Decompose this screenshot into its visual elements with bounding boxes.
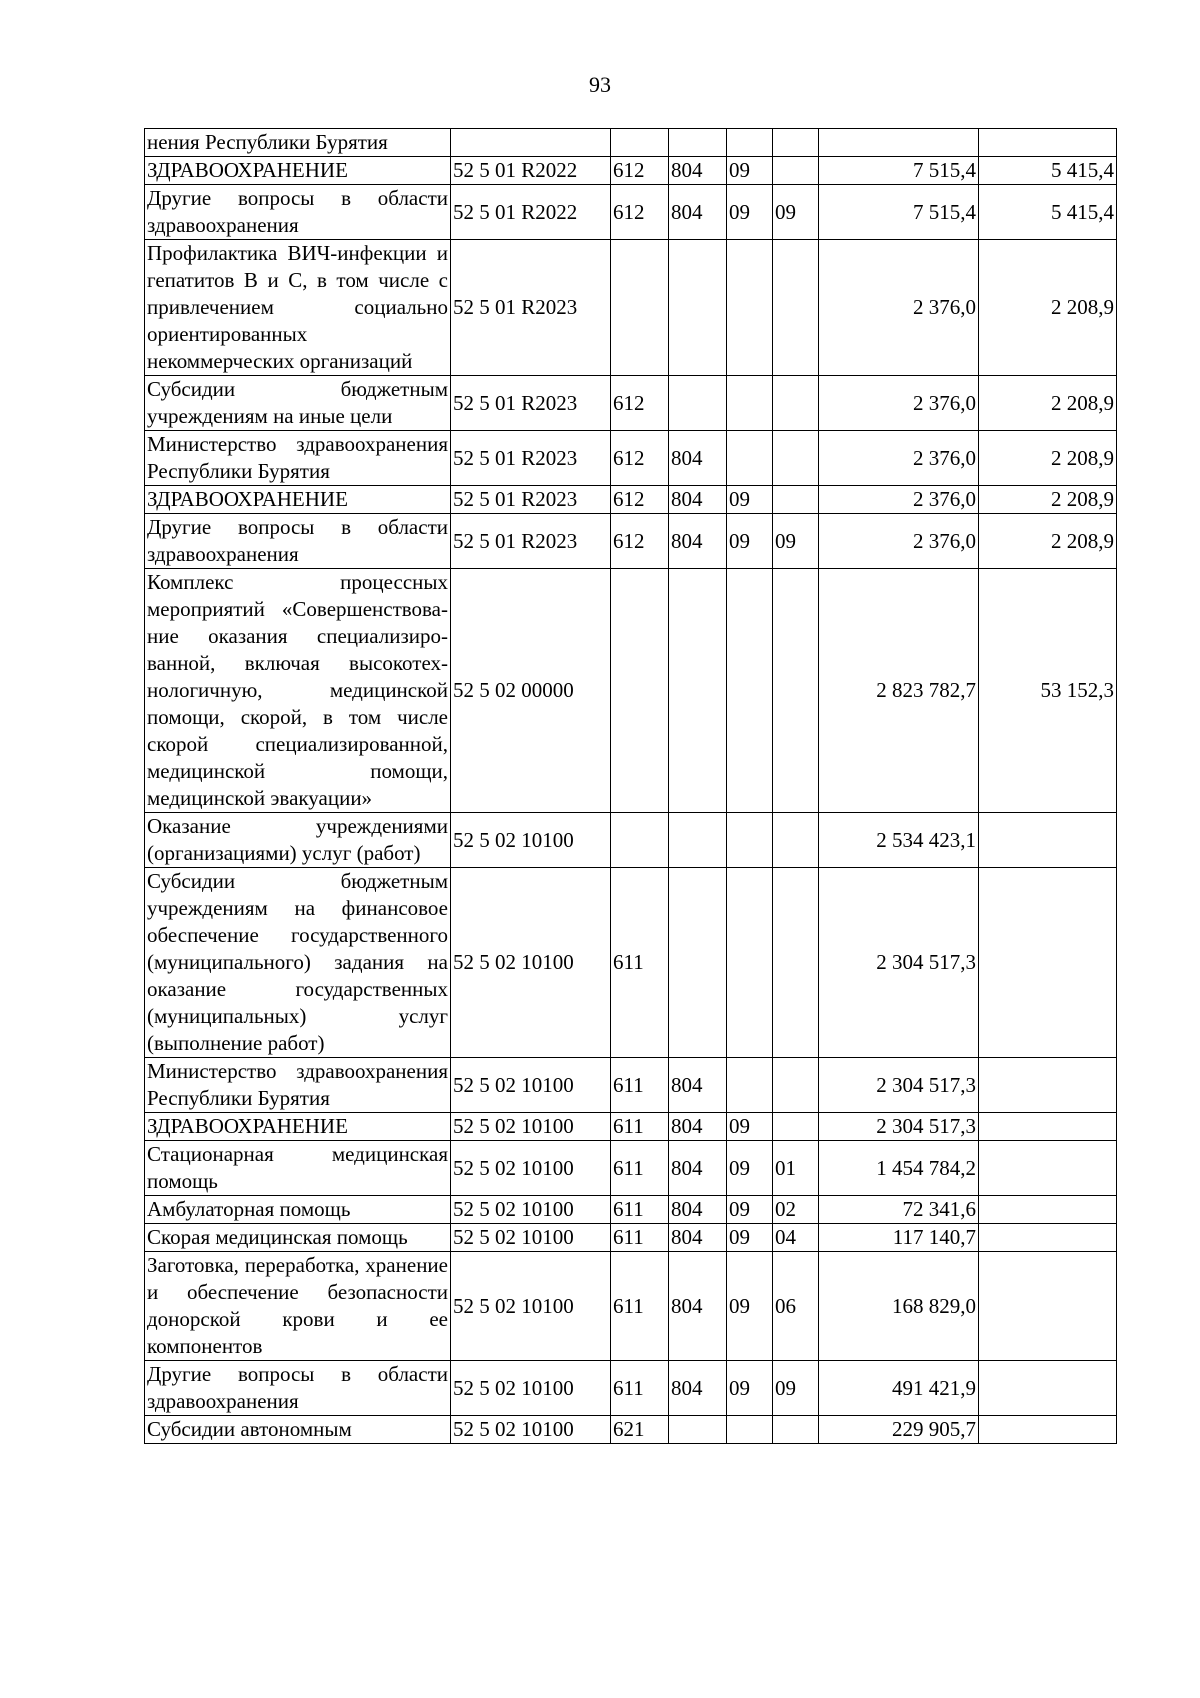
row-expense-type: 611 [611, 1058, 669, 1113]
row-target-article: 52 5 01 R2022 [451, 157, 611, 185]
row-amount-total: 72 341,6 [819, 1196, 979, 1224]
table-row [145, 1058, 1117, 1113]
row-amount-federal [979, 868, 1117, 1058]
row-name: Другие вопросы в области здравоохранения [145, 1361, 451, 1416]
row-expense-type: 612 [611, 185, 669, 240]
row-administrator-code [669, 868, 727, 1058]
row-expense-type: 621 [611, 1416, 669, 1444]
row-name: нения Республики Бурятия [145, 129, 451, 157]
row-name: Другие вопросы в области здравоохранения [145, 514, 451, 569]
row-section: 09 [727, 1361, 773, 1416]
row-name: Профилактика ВИЧ-инфекции и гепатитов В и С, в том числе с привлечением социально ориентированных некоммерческих организаций [145, 240, 451, 376]
row-administrator-code: 804 [669, 486, 727, 514]
row-amount-federal [979, 1252, 1117, 1361]
row-name: Заготовка, переработка, хранение и обеспечение безопасности донорской крови и ее компонентов [145, 1252, 451, 1361]
row-amount-total: 2 823 782,7 [819, 569, 979, 813]
table-row [145, 868, 1117, 1058]
row-amount-total: 2 376,0 [819, 240, 979, 376]
row-subsection: 09 [773, 514, 819, 569]
row-name: Оказание учреждениями (организациями) услуг (работ) [145, 813, 451, 868]
row-amount-federal [979, 1361, 1117, 1416]
row-subsection: 06 [773, 1252, 819, 1361]
row-expense-type: 611 [611, 1196, 669, 1224]
row-amount-federal [979, 813, 1117, 868]
row-subsection [773, 376, 819, 431]
row-section [727, 376, 773, 431]
row-amount-total [819, 129, 979, 157]
row-target-article: 52 5 02 10100 [451, 1058, 611, 1113]
row-amount-total: 2 376,0 [819, 376, 979, 431]
row-section: 09 [727, 1196, 773, 1224]
row-expense-type: 612 [611, 157, 669, 185]
row-administrator-code: 804 [669, 1058, 727, 1113]
row-amount-federal [979, 1113, 1117, 1141]
row-administrator-code: 804 [669, 1252, 727, 1361]
row-subsection [773, 868, 819, 1058]
table-row [145, 1252, 1117, 1361]
row-administrator-code: 804 [669, 1141, 727, 1196]
row-target-article: 52 5 01 R2023 [451, 486, 611, 514]
table-row [145, 376, 1117, 431]
row-target-article: 52 5 01 R2023 [451, 240, 611, 376]
row-amount-total: 2 376,0 [819, 431, 979, 486]
row-expense-type: 612 [611, 486, 669, 514]
row-amount-federal: 2 208,9 [979, 240, 1117, 376]
row-subsection [773, 813, 819, 868]
row-subsection: 09 [773, 1361, 819, 1416]
row-amount-total: 2 304 517,3 [819, 1113, 979, 1141]
row-subsection: 02 [773, 1196, 819, 1224]
row-section: 09 [727, 486, 773, 514]
page-number: 93 [589, 72, 611, 97]
row-amount-federal [979, 1196, 1117, 1224]
row-section: 09 [727, 514, 773, 569]
row-amount-federal: 2 208,9 [979, 486, 1117, 514]
row-administrator-code: 804 [669, 1224, 727, 1252]
row-administrator-code: 804 [669, 1361, 727, 1416]
row-target-article: 52 5 02 10100 [451, 1196, 611, 1224]
row-subsection: 01 [773, 1141, 819, 1196]
row-amount-total: 7 515,4 [819, 157, 979, 185]
row-amount-federal [979, 1416, 1117, 1444]
row-expense-type: 611 [611, 1141, 669, 1196]
table-row [145, 569, 1117, 813]
row-section: 09 [727, 1113, 773, 1141]
row-administrator-code [669, 813, 727, 868]
row-administrator-code [669, 129, 727, 157]
row-amount-total: 1 454 784,2 [819, 1141, 979, 1196]
row-expense-type [611, 569, 669, 813]
row-amount-total: 229 905,7 [819, 1416, 979, 1444]
row-amount-total: 168 829,0 [819, 1252, 979, 1361]
row-subsection [773, 569, 819, 813]
row-expense-type: 611 [611, 1224, 669, 1252]
row-administrator-code [669, 569, 727, 813]
table-row [145, 813, 1117, 868]
row-amount-federal [979, 129, 1117, 157]
row-subsection: 04 [773, 1224, 819, 1252]
row-name: Министерство здравоохранения Республики Бурятия [145, 1058, 451, 1113]
table-row [145, 486, 1117, 514]
row-section [727, 868, 773, 1058]
table-row [145, 1361, 1117, 1416]
row-name: Скорая медицинская помощь [145, 1224, 451, 1252]
row-administrator-code: 804 [669, 514, 727, 569]
row-target-article: 52 5 02 10100 [451, 1252, 611, 1361]
row-expense-type [611, 813, 669, 868]
table-row [145, 1141, 1117, 1196]
row-name: Субсидии бюджетным учреждениям на финансовое обеспечение государственного (муниципального) задания на оказание государственных (муниципальных) услуг (выполнение работ) [145, 868, 451, 1058]
row-target-article: 52 5 01 R2022 [451, 185, 611, 240]
row-target-article: 52 5 02 10100 [451, 1361, 611, 1416]
row-amount-federal: 5 415,4 [979, 185, 1117, 240]
row-target-article: 52 5 02 10100 [451, 1416, 611, 1444]
row-amount-federal: 5 415,4 [979, 157, 1117, 185]
row-section [727, 569, 773, 813]
row-subsection: 09 [773, 185, 819, 240]
row-name: ЗДРАВООХРАНЕНИЕ [145, 157, 451, 185]
row-section [727, 1416, 773, 1444]
row-name: Министерство здравоохранения Республики Бурятия [145, 431, 451, 486]
row-subsection [773, 486, 819, 514]
row-expense-type: 611 [611, 868, 669, 1058]
table-row [145, 431, 1117, 486]
row-administrator-code: 804 [669, 157, 727, 185]
row-name: Комплекс процессных мероприятий «Совершенствование оказания специализированной, включая высокотехнологичную, медицинской помощи, скорой, в том числе скорой специализированной, медицинской помощи, медицинской эвакуации» [145, 569, 451, 813]
row-section [727, 1058, 773, 1113]
row-subsection [773, 1416, 819, 1444]
table-row [145, 1113, 1117, 1141]
row-amount-total: 2 534 423,1 [819, 813, 979, 868]
table-row [145, 129, 1117, 157]
row-section: 09 [727, 1224, 773, 1252]
row-name: ЗДРАВООХРАНЕНИЕ [145, 1113, 451, 1141]
row-section [727, 240, 773, 376]
table-row [145, 157, 1117, 185]
row-amount-total: 2 304 517,3 [819, 868, 979, 1058]
row-amount-total: 2 304 517,3 [819, 1058, 979, 1113]
row-amount-federal [979, 1058, 1117, 1113]
row-amount-federal: 2 208,9 [979, 514, 1117, 569]
table-row [145, 1416, 1117, 1444]
row-section [727, 431, 773, 486]
table-row [145, 240, 1117, 376]
row-target-article: 52 5 01 R2023 [451, 514, 611, 569]
budget-table-body [145, 129, 1117, 1444]
row-amount-total: 491 421,9 [819, 1361, 979, 1416]
row-target-article: 52 5 01 R2023 [451, 431, 611, 486]
row-target-article: 52 5 02 00000 [451, 569, 611, 813]
row-expense-type: 611 [611, 1361, 669, 1416]
row-section: 09 [727, 1141, 773, 1196]
row-section [727, 129, 773, 157]
table-row [145, 1196, 1117, 1224]
row-administrator-code: 804 [669, 1113, 727, 1141]
row-expense-type: 611 [611, 1252, 669, 1361]
row-administrator-code: 804 [669, 185, 727, 240]
row-subsection [773, 1113, 819, 1141]
row-amount-total: 117 140,7 [819, 1224, 979, 1252]
row-expense-type: 612 [611, 514, 669, 569]
row-subsection [773, 431, 819, 486]
row-amount-federal [979, 1141, 1117, 1196]
row-amount-federal: 2 208,9 [979, 431, 1117, 486]
row-target-article: 52 5 02 10100 [451, 813, 611, 868]
row-section: 09 [727, 1252, 773, 1361]
row-name: Амбулаторная помощь [145, 1196, 451, 1224]
row-subsection [773, 157, 819, 185]
row-target-article: 52 5 02 10100 [451, 868, 611, 1058]
row-section [727, 813, 773, 868]
row-administrator-code [669, 376, 727, 431]
table-row [145, 185, 1117, 240]
row-expense-type: 612 [611, 376, 669, 431]
row-expense-type: 611 [611, 1113, 669, 1141]
row-expense-type [611, 129, 669, 157]
row-administrator-code: 804 [669, 1196, 727, 1224]
row-amount-federal: 2 208,9 [979, 376, 1117, 431]
row-name: ЗДРАВООХРАНЕНИЕ [145, 486, 451, 514]
row-amount-total: 7 515,4 [819, 185, 979, 240]
row-section: 09 [727, 157, 773, 185]
row-subsection [773, 240, 819, 376]
row-administrator-code [669, 240, 727, 376]
row-administrator-code: 804 [669, 431, 727, 486]
row-name: Стационарная медицинская помощь [145, 1141, 451, 1196]
row-section: 09 [727, 185, 773, 240]
row-subsection [773, 129, 819, 157]
row-target-article: 52 5 01 R2023 [451, 376, 611, 431]
row-name: Субсидии автономным [145, 1416, 451, 1444]
row-name: Другие вопросы в области здравоохранения [145, 185, 451, 240]
row-target-article: 52 5 02 10100 [451, 1113, 611, 1141]
table-row [145, 1224, 1117, 1252]
row-target-article [451, 129, 611, 157]
row-amount-total: 2 376,0 [819, 486, 979, 514]
table-row [145, 514, 1117, 569]
row-subsection [773, 1058, 819, 1113]
row-expense-type: 612 [611, 431, 669, 486]
row-amount-total: 2 376,0 [819, 514, 979, 569]
row-target-article: 52 5 02 10100 [451, 1224, 611, 1252]
row-target-article: 52 5 02 10100 [451, 1141, 611, 1196]
budget-table [144, 128, 1117, 1444]
row-expense-type [611, 240, 669, 376]
row-amount-federal: 53 152,3 [979, 569, 1117, 813]
row-name: Субсидии бюджетным учреждениям на иные цели [145, 376, 451, 431]
row-amount-federal [979, 1224, 1117, 1252]
row-administrator-code [669, 1416, 727, 1444]
